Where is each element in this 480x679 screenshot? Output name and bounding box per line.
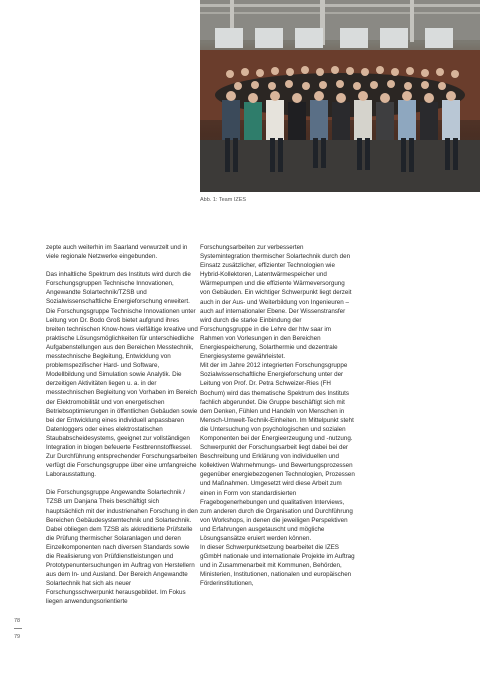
body-paragraph: Das inhaltliche Spektrum des Instituts wird durch die Forschungsgruppen Technische Innovationen, Angewandte Solartechnik/TZSB und Sozialwissenschaftliche Energieforschung erweitert. Die Forschungsgruppe Technische Innovationen unter Leitung von Dr. Bodo Groß bietet aufgrund ihres breiten technischen Know-hows vielfältige kreative und praktische Lösungsmöglichkeiten für unterschiedliche Aufgabenstellungen aus den Bereichen Messtechnik, messtechnische Begleitung, Entwicklung von problemspezifischer Hard- und Software, Modellbildung und Simulation sowie Analytik. Die derzeitigen Aktivitäten liegen u. a. in der messtechnischen Begleitung von Vorhaben im Bereich der Elektromobilität und von energetischen Betriebsoptimierungen in öffentlichen Gebäuden sowie bei der Entwicklung eines individuell anpassbaren Datenloggers oder eines elektrostatischen Staubabscheidesystems, geeignet zur vollständigen Integration in biogen befeuerte Festbrennstoffkessel. Zur Durchführung entsprechender Forschungsarbeiten verfügt die Forschungsgruppe über eine umfangreiche Laborausstattung. xyxy=(46,271,198,479)
right-text-column xyxy=(200,243,355,589)
figure-caption: Abb. 1: Team IZES xyxy=(200,197,247,203)
team-photo xyxy=(200,0,480,192)
body-paragraph: Die Forschungsgruppe Angewandte Solartechnik / TZSB um Danjana Theis beschäftigt sich hauptsächlich mit der industrienahen Forschung in den Bereichen Gebäudesystemtechnik und Solartechnik. Dabei obliegen dem TZSB als akkreditierte Prüfstelle die Prüfung thermischer Solaranlagen und deren Einzelkomponenten nach diversen Standards sowie die Realisierung von Prüfdienstleistungen und Prototypenuntersuchungen im Auftrag von Herstellern aus dem In- und Ausland. Der Bereich Angewandte Solartechnik hat sich als neuer Forschungsschwerpunkt herausgebildet. Im Fokus liegen anwendungsorientierte xyxy=(46,489,198,606)
team-photo-graphic xyxy=(200,0,480,192)
body-paragraph: Mit der im Jahre 2012 integrierten Forschungsgruppe Sozialwissenschaftliche Energieforschung unter der Leitung von Prof. Dr. Petra Schweizer-Ries (FH Bochum) wird das thematische Spektrum des Instituts fachlich abgerundet. Die Gruppe beschäftigt sich mit dem Denken, Fühlen und Handeln von Menschen in Mensch-Umwelt-Technik-Einheiten. Im Mittelpunkt steht die Untersuchung von psychologischen und sozialen Komponenten bei der Energieerzeugung und -nutzung. Schwerpunkt der Forschungsarbeit liegt dabei bei der Beschreibung und Erklärung von individuellen und kollektiven Wahrnehmungs- und Bewertungsprozessen gegenüber energiebezogenen Technologien, Prozessen und Maßnahmen. Umgesetzt wird diese Arbeit zum einen in Form von standardisierten Fragebogenerhebungen und qualitativen Interviews, zum anderen durch die Organisation und Durchführung von Workshops, in denen die jeweiligen Perspektiven und Erfahrungen ausgetauscht und mögliche Lösungsansätze eruiert werden können. xyxy=(200,362,355,542)
body-paragraph: Forschungsarbeiten zur verbesserten Systemintegration thermischer Solartechnik durch den Einsatz zusätzlicher, effizienter Technologien wie Hybrid-Kollektoren, Latentwärmespeicher und Wärmepumpen und die effiziente Wärmeversorgung von Gebäuden. Ein wichtiger Schwerpunkt liegt derzeit auch in der Aus- und Weiterbildung von Ingenieuren – auch auf internationaler Ebene. Der Wissenstransfer wird durch die starke Einbindung der Forschungsgruppe in die Lehre der htw saar im Rahmen von Vorlesungen in den Bereichen Energiespeicherung, Solarthermie und dezentrale Energiesysteme gewährleistet. xyxy=(200,244,352,361)
body-paragraph: In dieser Schwerpunktsetzung bearbeitet die IZES gGmbH nationale und internationale Projekte im Auftrag und in Zusammenarbeit mit Kommunen, Behörden, Ministerien, Institutionen, nationalen und europäischen Förderinstitutionen, xyxy=(200,544,355,588)
body-paragraph: zepte auch weiterhin im Saarland verwurzelt und in viele regionale Netzwerke eingebunden. xyxy=(46,244,188,261)
left-text-column xyxy=(46,243,199,607)
page-number-left: 78 xyxy=(14,618,21,624)
page-number-right: 79 xyxy=(14,634,21,640)
page-number-divider xyxy=(14,628,22,629)
